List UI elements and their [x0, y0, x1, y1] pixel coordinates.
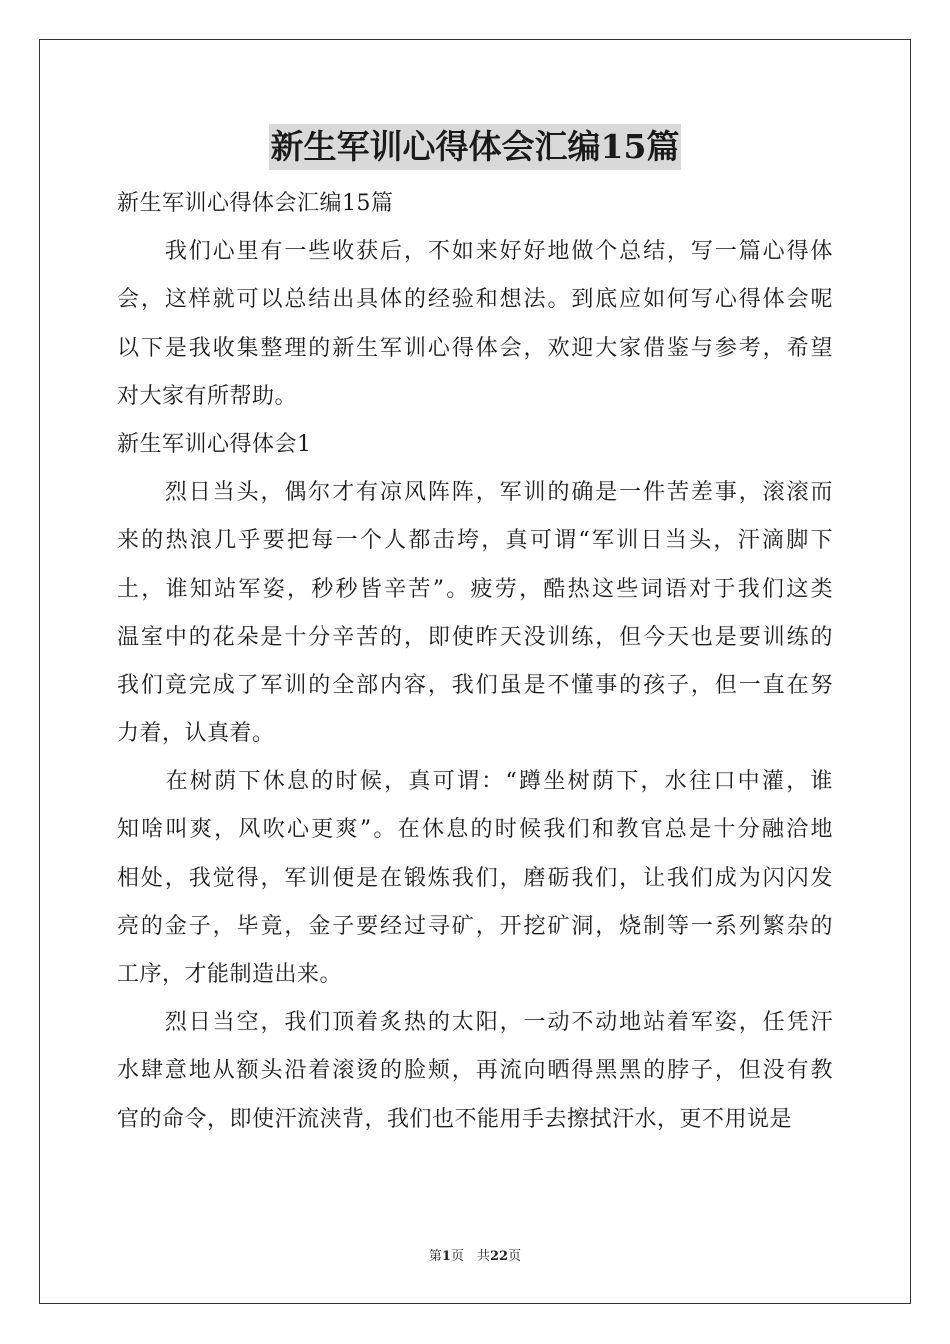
footer-prefix: 第 — [428, 1249, 442, 1264]
paragraph-line: 会，这样就可以总结出具体的经验和想法。到底应如何写心得体会呢 — [117, 287, 833, 313]
paragraph-line: 以下是我收集整理的新生军训心得体会，欢迎大家借鉴与参考，希望 — [117, 335, 833, 361]
paragraph-line: 在树荫下休息的时候，真可谓：“蹲坐树荫下，水往口中灌，谁 — [117, 769, 833, 795]
paragraph-line: 来的热浪几乎要把每一个人都击垮，真可谓“军训日当头，汗滴脚下 — [117, 528, 833, 554]
document-title: 新生军训心得体会汇编15篇 — [269, 124, 682, 170]
paragraph-line: 水肆意地从额头沿着滚烫的脸颊，再流向晒得黑黑的脖子，但没有教 — [117, 1058, 833, 1084]
footer-mid: 页 共 — [450, 1249, 490, 1264]
paragraph — [117, 469, 833, 758]
paragraph-line: 温室中的花朵是十分辛苦的，即使昨天没训练，但今天也是要训练的 — [117, 624, 833, 650]
paragraph-line: 土，谁知站军姿，秒秒皆辛苦”。疲劳，酷热这些词语对于我们这类 — [117, 576, 833, 602]
footer-total-pages: 22 — [489, 1249, 509, 1264]
paragraph-line: 官的命令，即使汗流浃背，我们也不能用手去擦拭汗水，更不用说是 — [117, 1106, 793, 1132]
document-title-wrap — [0, 124, 950, 174]
paragraph-line: 我们心里有一些收获后，不如来好好地做个总结，写一篇心得体 — [117, 239, 833, 265]
paragraph-line: 我们竟完成了军训的全部内容，我们虽是不懂事的孩子，但一直在努 — [117, 672, 833, 698]
paragraph-line: 相处，我觉得，军训便是在锻炼我们，磨砺我们，让我们成为闪闪发 — [117, 865, 833, 891]
paragraph — [117, 999, 833, 1144]
paragraph — [117, 758, 833, 999]
footer-suffix: 页 — [508, 1249, 522, 1264]
paragraph-list — [117, 228, 833, 1144]
paragraph-line: 力着，认真着。 — [117, 721, 275, 747]
paragraph-line: 烈日当头，偶尔才有凉风阵阵，军训的确是一件苦差事，滚滚而 — [117, 480, 833, 506]
paragraph-line: 工序，才能制造出来。 — [117, 962, 343, 987]
document-body — [117, 180, 833, 1144]
paragraph-line: 烈日当空，我们顶着炙热的太阳，一动不动地站着军姿，任凭汗 — [117, 1010, 833, 1036]
paragraph-line: 知啥叫爽，风吹心更爽”。在休息的时候我们和教官总是十分融洽地 — [117, 817, 833, 843]
document-subtitle: 新生军训心得体会汇编15篇 — [117, 191, 394, 216]
paragraph-line: 亮的金子，毕竟，金子要经过寻矿，开挖矿洞，烧制等一系列繁杂的 — [117, 913, 833, 939]
paragraph — [117, 228, 833, 421]
footer-page-number: 1 — [441, 1249, 451, 1264]
page-footer — [0, 1248, 950, 1266]
paragraph-line: 对大家有所帮助。 — [117, 383, 298, 409]
section-heading: 新生军训心得体会1 — [117, 431, 312, 457]
